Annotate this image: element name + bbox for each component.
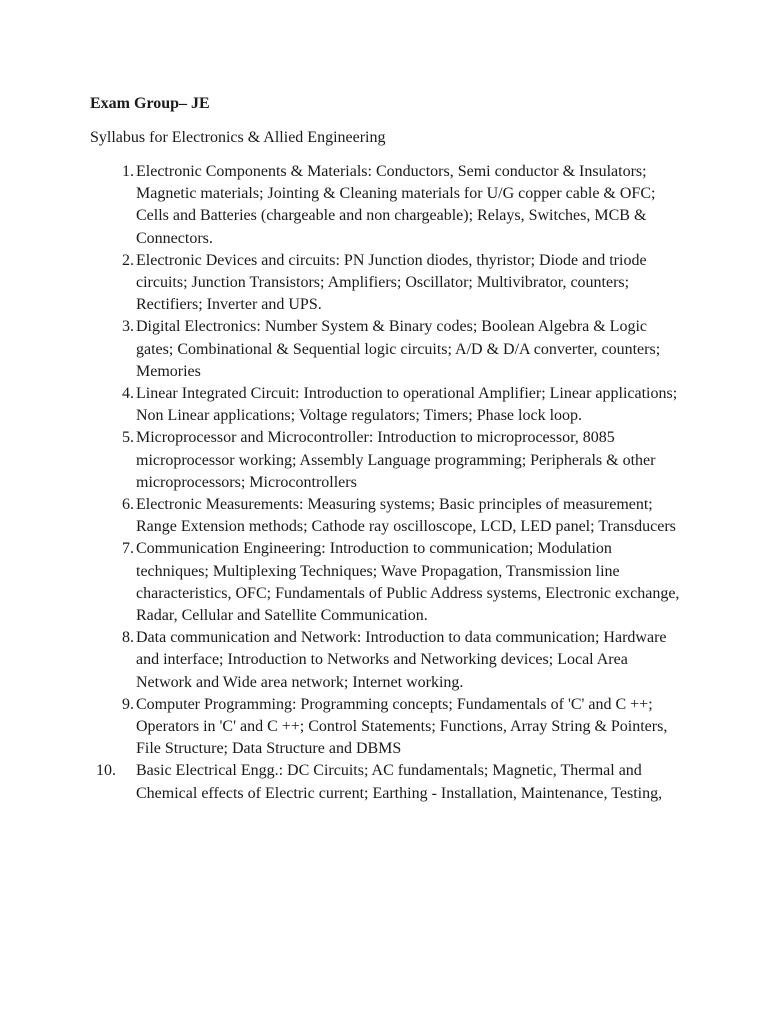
syllabus-item-7 — [0, 538, 686, 627]
item-number: 10. — [96, 762, 116, 780]
syllabus-item-5 — [0, 427, 686, 494]
item-text: Electronic Devices and circuits: PN Junction diodes, thyristor; Diode and triode circuits; Junction Transistors; Amplifiers; Oscillator; Multivibrator, counters; Rectifiers; Inverter and UPS. — [136, 251, 647, 314]
item-text: Communication Engineering: Introduction to communication; Modulation techniques; Multiplexing Techniques; Wave Propagation, Transmission line characteristics, OFC; Fundamentals of Public Address systems, Electronic exchange, Radar, Cellular and Satellite Communication. — [136, 540, 680, 625]
item-text: Computer Programming: Programming concepts; Fundamentals of 'C' and C ++; Operators in 'C' and C ++; Control Statements; Functions, Array String & Pointers, File Structure; Data Structure and DBMS — [136, 695, 668, 758]
document-subtitle: Syllabus for Electronics & Allied Engineering — [90, 129, 386, 146]
item-text: Digital Electronics: Number System & Binary codes; Boolean Algebra & Logic gates; Combinational & Sequential logic circuits; A/D & D/A converter, counters; Memories — [136, 318, 661, 380]
document-heading: Exam Group– JE — [90, 95, 210, 112]
syllabus-item-10 — [0, 760, 686, 804]
syllabus-item-4 — [0, 383, 686, 427]
syllabus-item-2 — [0, 250, 686, 317]
syllabus-item-9 — [0, 694, 686, 761]
item-text: Microprocessor and Microcontroller: Introduction to microprocessor, 8085 microprocessor working; Assembly Language programming; Peripherals & other microprocessors; Microcontrollers — [136, 429, 656, 491]
item-text: Data communication and Network: Introduction to data communication; Hardware and interface; Introduction to Networks and Networking devices; Local Area Network and Wide area network; Internet working. — [136, 629, 667, 691]
item-number: 6. — [122, 496, 134, 514]
item-number: 7. — [122, 540, 134, 558]
syllabus-item-8 — [0, 627, 686, 694]
item-number: 2. — [122, 251, 134, 269]
syllabus-item-1 — [0, 161, 686, 250]
syllabus-item-6 — [0, 494, 686, 538]
syllabus-list — [0, 161, 768, 805]
item-text: Electronic Components & Materials: Conductors, Semi conductor & Insulators; Magnetic materials; Jointing & Cleaning materials for U/G copper cable & OFC; Cells and Batteries (chargeable and non chargeable); Relays, Switches, MCB & Connectors. — [136, 163, 656, 247]
syllabus-item-3 — [0, 316, 686, 383]
item-number: 8. — [122, 629, 134, 647]
item-number: 4. — [122, 385, 134, 403]
item-number: 1. — [122, 163, 134, 180]
item-number: 3. — [122, 318, 134, 336]
item-number: 9. — [122, 695, 134, 713]
item-number: 5. — [122, 429, 134, 447]
item-text: Linear Integrated Circuit: Introduction to operational Amplifier; Linear applications; Non Linear applications; Voltage regulators; Timers; Phase lock loop. — [136, 385, 678, 425]
item-text: Electronic Measurements: Measuring systems; Basic principles of measurement; Range Extension methods; Cathode ray oscilloscope, LCD, LED panel; Transducers — [136, 496, 676, 536]
item-text: Basic Electrical Engg.: DC Circuits; AC fundamentals; Magnetic, Thermal and Chemical effects of Electric current; Earthing - Installation, Maintenance, Testing, — [136, 762, 663, 802]
